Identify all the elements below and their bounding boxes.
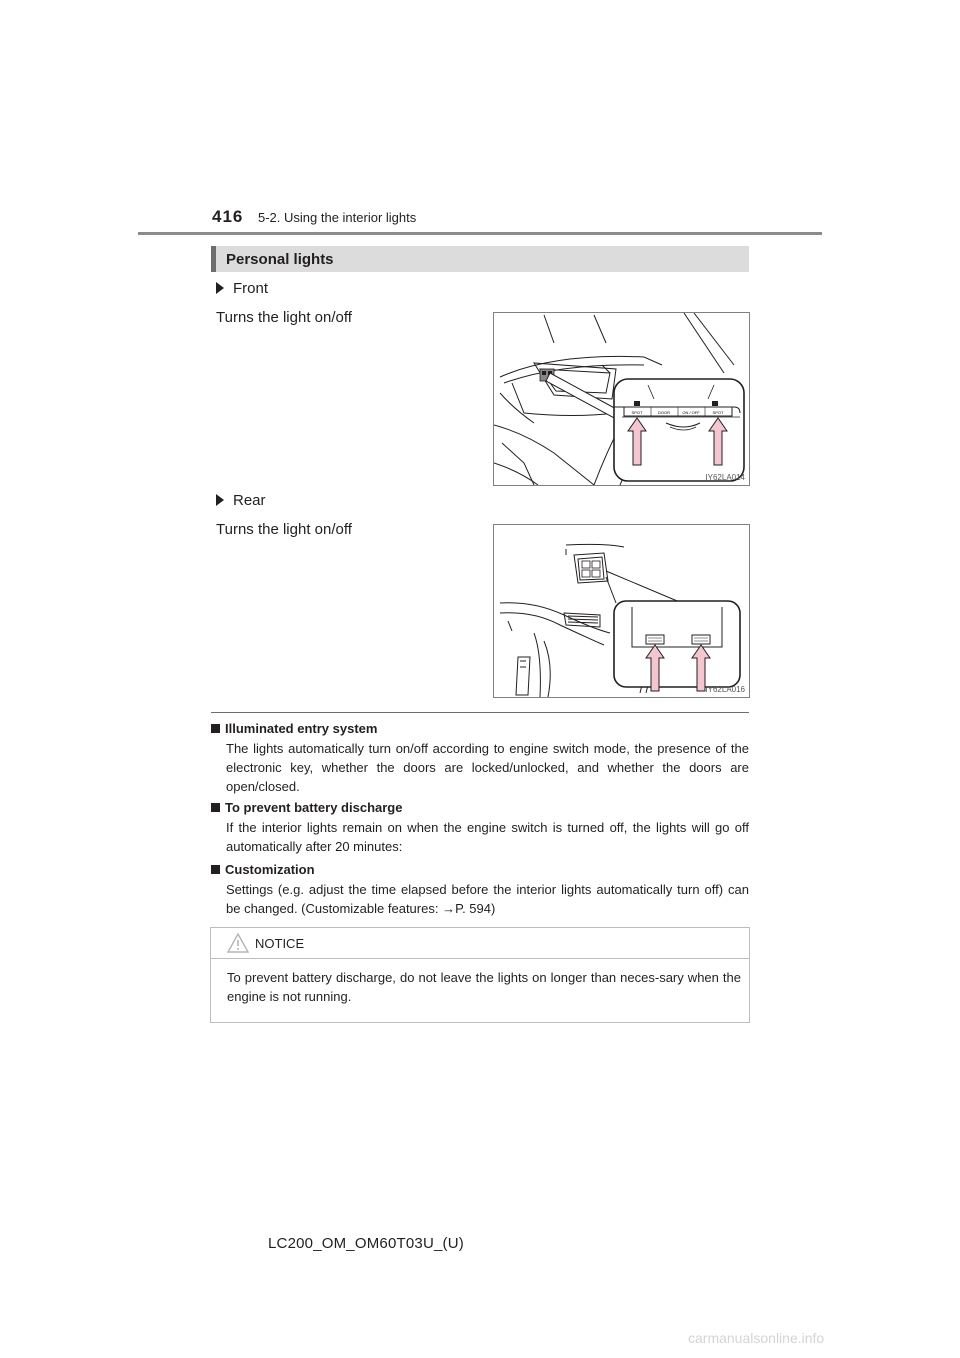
rear-subheading: Rear: [216, 492, 266, 509]
note-illuminated-entry: Illuminated entry system The lights automatically turn on/off according to engine switch mode, the presence of the electronic key, whether the doors are locked/unlocked, and whether the doors are open/closed.: [211, 721, 749, 796]
page-number: 416: [212, 207, 244, 226]
document-code: LC200_OM_OM60T03U_(U): [268, 1235, 464, 1252]
section-title: 5-2. Using the interior lights: [258, 210, 417, 225]
notice-header: [211, 928, 749, 959]
button-label: ON / OFF: [682, 410, 700, 415]
warning-icon: [227, 933, 249, 953]
section-heading-bar: [211, 246, 749, 272]
button-label: SPOT: [712, 410, 724, 415]
figure-code: IY62LA016: [705, 685, 745, 694]
square-bullet-icon: [211, 865, 220, 874]
front-description: Turns the light on/off: [216, 309, 352, 326]
rear-console-illustration: [494, 525, 749, 697]
note-customization: Customization Settings (e.g. adjust the time elapsed before the interior lights automatically turn off) can be changed. (Customizable features: →P. 594): [211, 862, 749, 918]
section-heading: Personal lights: [226, 251, 334, 268]
notice-text: To prevent battery discharge, do not leave the lights on longer than neces-sary when the engine is not running.: [227, 970, 741, 1004]
rear-figure: [493, 524, 750, 698]
rear-description: Turns the light on/off: [216, 521, 352, 538]
square-bullet-icon: [211, 724, 220, 733]
button-label: SPOT: [631, 410, 643, 415]
square-bullet-icon: [211, 803, 220, 812]
button-label: DOOR: [658, 410, 670, 415]
figure-code: IY62LA014: [705, 473, 745, 482]
notice-label: NOTICE: [255, 936, 305, 951]
watermark: carmanualsonline.info: [688, 1330, 825, 1346]
note-battery-discharge: To prevent battery discharge If the interior lights remain on when the engine switch is turned off, the lights will go off automatically after 20 minutes:: [211, 800, 749, 856]
front-figure: [493, 312, 750, 486]
triangle-bullet-icon: [216, 282, 224, 294]
triangle-bullet-icon: [216, 494, 224, 506]
notice-box: [210, 927, 750, 1023]
front-subheading: Front: [216, 280, 268, 297]
front-console-illustration: [494, 313, 749, 485]
header-rule: [138, 232, 822, 235]
section-divider: [211, 712, 749, 713]
